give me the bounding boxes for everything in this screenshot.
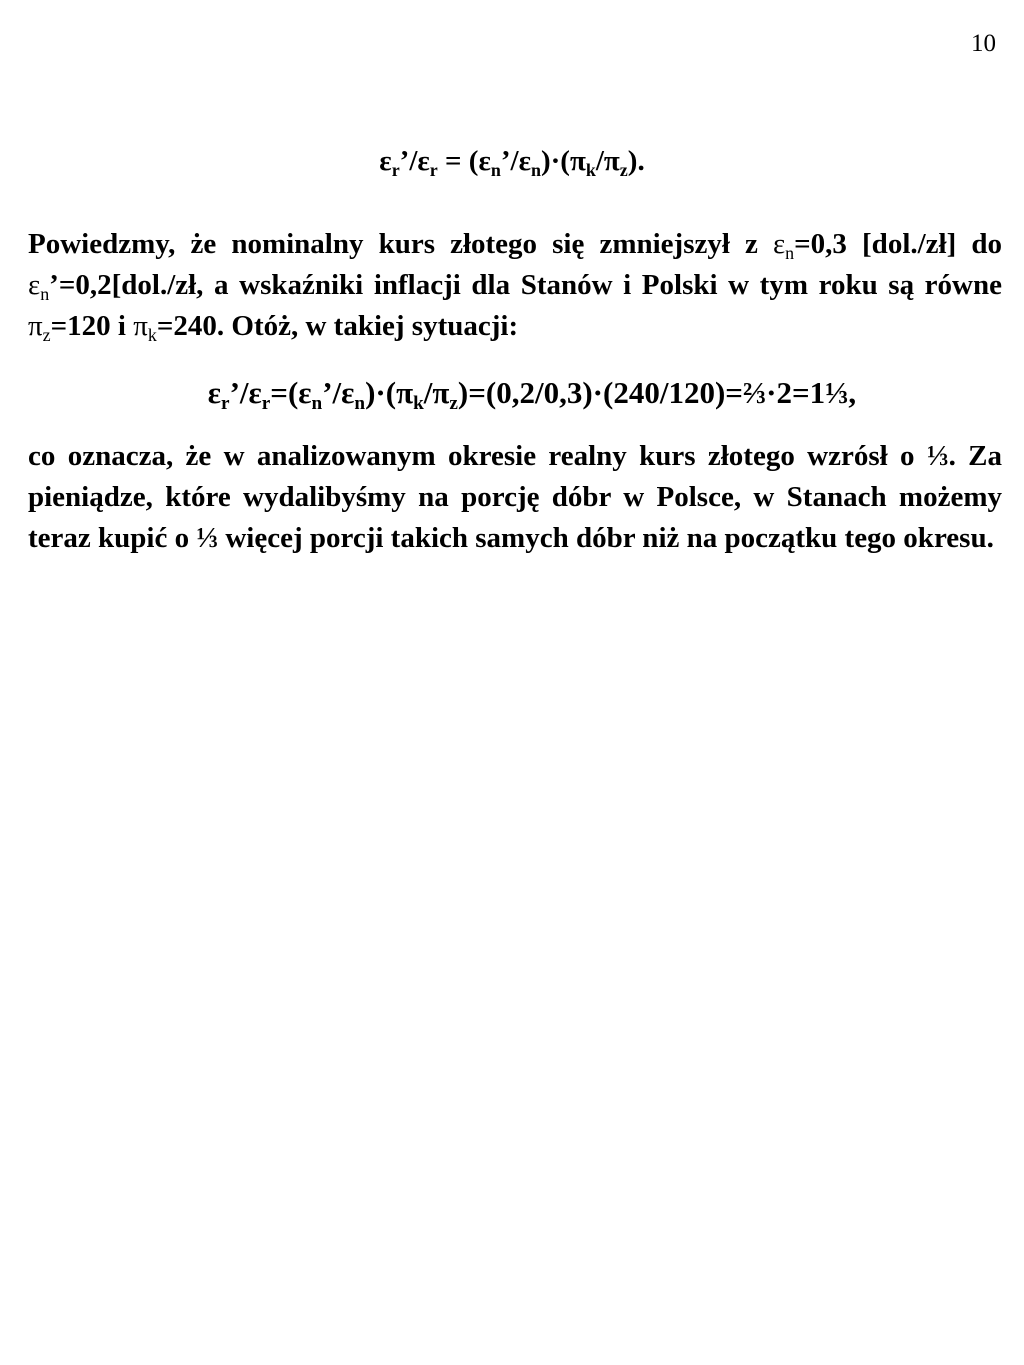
- formula-subscript: z: [619, 159, 628, 180]
- formula-text: ’/: [229, 375, 249, 410]
- subscript-z: z: [42, 324, 51, 345]
- conclusion-paragraph: co oznacza, że w analizowanym okresie realny kurs złotego wzrósł o ⅓. Za pieniądze, które wydalibyśmy na porcję dóbr w Polsce, w Stanach możemy teraz kupić o ⅓ więcej porcji takich samych dóbr niż na początku tego okresu.: [28, 440, 1002, 554]
- formula-text: ’/: [399, 145, 418, 177]
- formula-symbol: π: [603, 145, 620, 177]
- formula-result: )=(0,2/0,3)·(240/120)=⅔·2=1⅓,: [457, 375, 857, 410]
- paragraph-text: =120 i: [50, 310, 134, 342]
- formula-text: )·(: [540, 145, 570, 177]
- formula-subscript: n: [311, 393, 323, 415]
- formula-subscript: r: [429, 159, 438, 180]
- formula-symbol: ε: [207, 375, 222, 410]
- formula-symbol: π: [432, 375, 450, 410]
- formula-text: ’/: [322, 375, 342, 410]
- formula-symbol: ε: [248, 375, 262, 410]
- formula-subscript: n: [490, 159, 501, 180]
- formula-subscript: z: [449, 393, 458, 415]
- paragraph-text: =240. Otóż, w takiej sytuacji:: [156, 310, 519, 342]
- subscript-n: n: [785, 242, 795, 263]
- paragraph-text: =0,3 [dol./zł] do: [794, 228, 1002, 260]
- formula-subscript: r: [261, 393, 271, 415]
- example-paragraph: [28, 224, 1002, 347]
- formula-symbol: ε: [518, 145, 531, 177]
- formula-symbol: ε: [298, 375, 312, 410]
- formula-symbol: ε: [417, 145, 430, 177]
- paragraph-text: Powiedzmy, że nominalny kurs złotego się zmniejszył z: [28, 228, 773, 260]
- subscript-k: k: [147, 324, 157, 345]
- formula-text: = (: [437, 145, 479, 177]
- formula-text: )·(: [365, 375, 397, 410]
- formula-subscript: k: [585, 159, 596, 180]
- formula-symbol: ε: [379, 145, 392, 177]
- pi-symbol: π: [28, 310, 43, 342]
- calculation-formula: [20, 375, 1024, 415]
- paragraph-text: ’=0,2[dol./zł, a wskaźniki inflacji dla Stanów i Polski w tym roku są równe: [49, 269, 1002, 301]
- epsilon-symbol: ε: [28, 269, 41, 301]
- formula-subscript: n: [354, 393, 366, 415]
- formula-text: /: [595, 145, 604, 177]
- formula-text: =(: [270, 375, 299, 410]
- formula-text: ’/: [500, 145, 519, 177]
- real-exchange-rate-formula: [0, 145, 1024, 178]
- formula-symbol: π: [569, 145, 586, 177]
- formula-subscript: r: [391, 159, 400, 180]
- formula-symbol: π: [396, 375, 414, 410]
- page-number: 10: [971, 30, 996, 57]
- formula-subscript: r: [221, 393, 230, 415]
- formula-text: ).: [627, 145, 645, 177]
- formula-text: /: [423, 375, 433, 410]
- formula-symbol: ε: [341, 375, 355, 410]
- subscript-n: n: [40, 283, 50, 304]
- formula-subscript: n: [530, 159, 541, 180]
- formula-symbol: ε: [478, 145, 491, 177]
- pi-symbol: π: [133, 310, 148, 342]
- formula-subscript: k: [413, 393, 424, 415]
- epsilon-symbol: ε: [772, 228, 786, 260]
